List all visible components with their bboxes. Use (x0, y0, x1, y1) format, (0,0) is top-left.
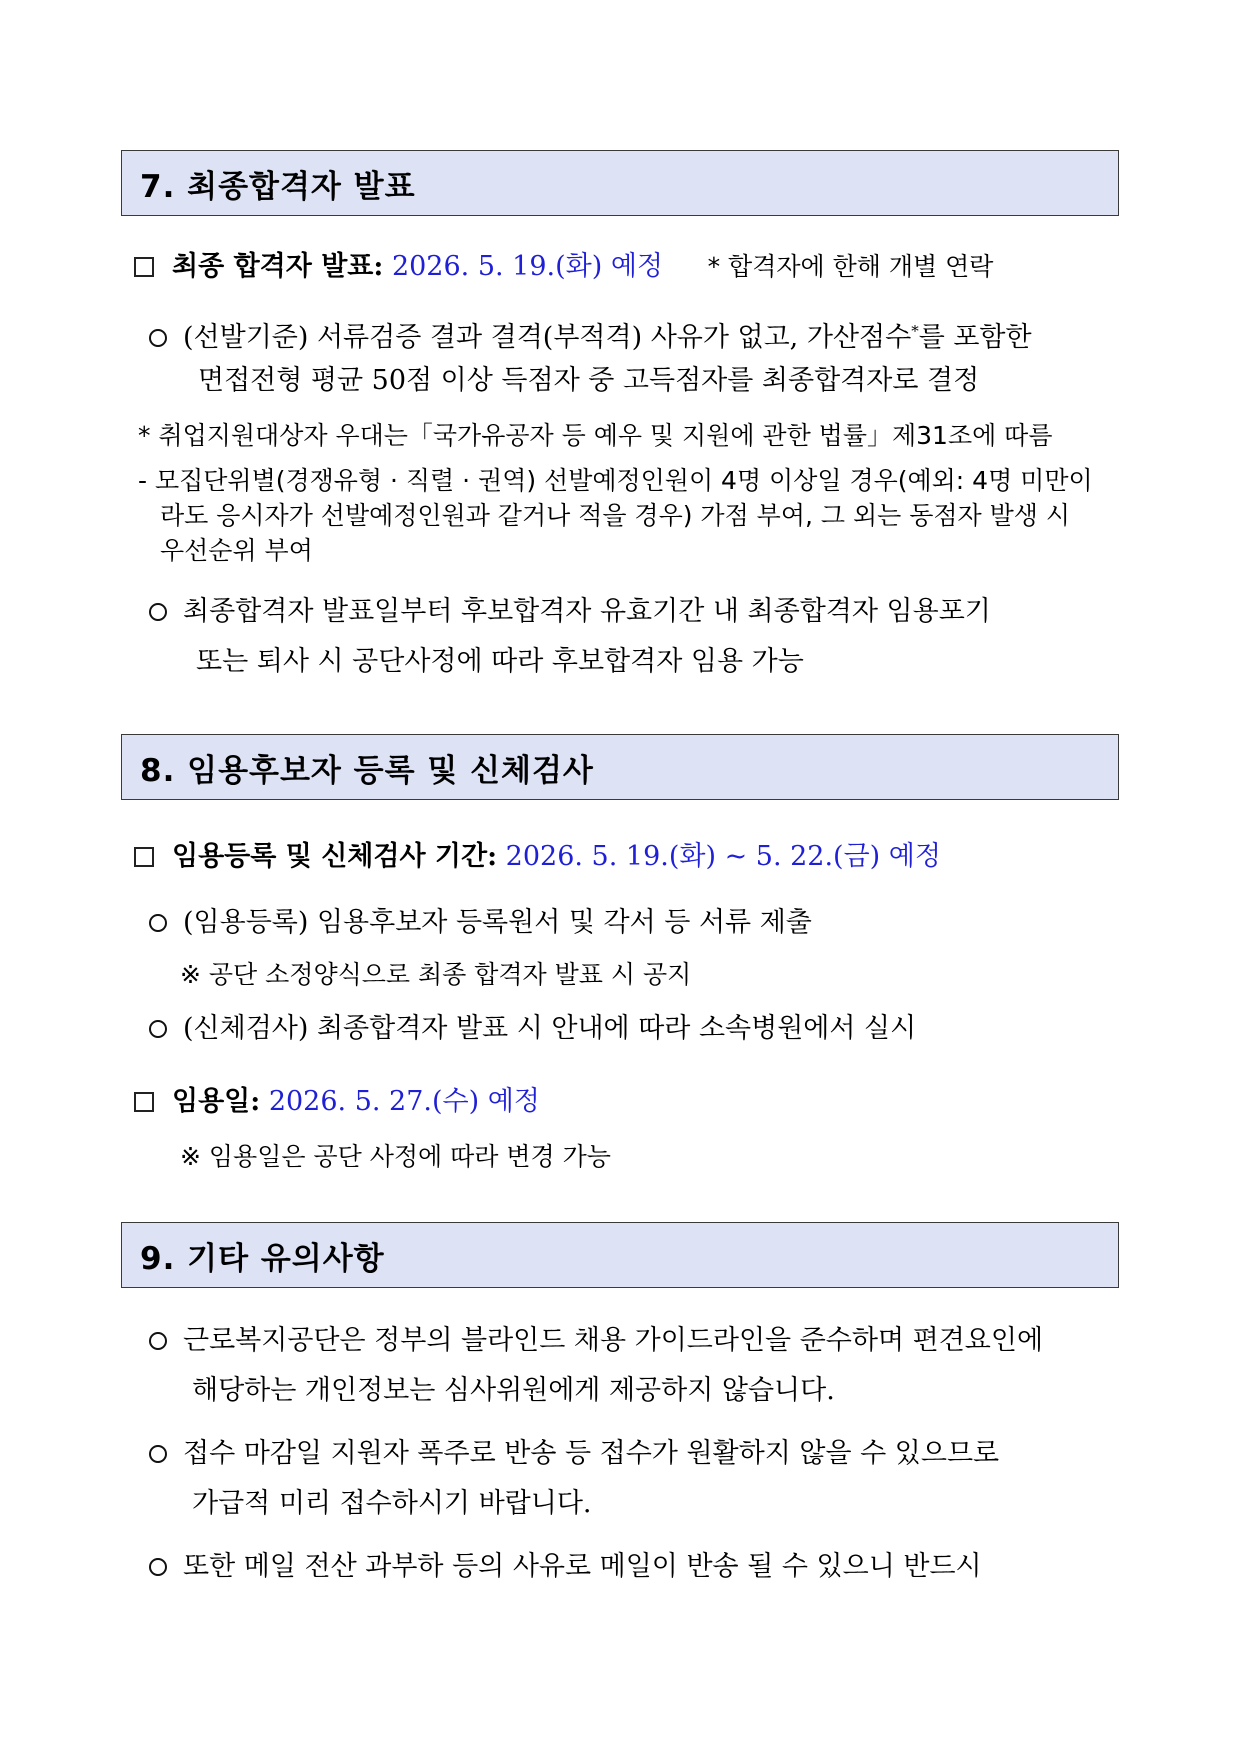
medical-row: (신체검사) 최종합격자 발표 시 안내에 따라 소속병원에서 실시 (149, 1012, 916, 1046)
criteria-line-2: 면접전형 평균 50점 이상 득점자 중 고득점자를 최종합격자로 결정 (198, 365, 980, 396)
announce-label: 최종 합격자 발표: (172, 251, 384, 282)
early-submit-line-2: 가급적 미리 접수하시기 바랍니다. (192, 1488, 592, 1519)
footnote-veterans: * 취업지원대상자 우대는「국가유공자 등 예우 및 지원에 관한 법률」제31조에 따름 (138, 421, 1053, 450)
announce-date: 2026. 5. 19.(화) 예정 (391, 251, 663, 282)
registration-row: (임용등록) 임용후보자 등록원서 및 각서 등 서류 제출 (149, 906, 812, 940)
section-8-header: 8. 임용후보자 등록 및 신체검사 (121, 734, 1119, 800)
registration-note: ※ 공단 소정양식으로 최종 합격자 발표 시 공지 (180, 960, 692, 989)
bullet-circle-icon (149, 603, 167, 621)
substitute-line-1: 최종합격자 발표일부터 후보합격자 유효기간 내 최종합격자 임용포기 (149, 595, 991, 629)
footnote-bonus-line-1: - 모집단위별(경쟁유형 · 직렬 · 권역) 선발예정인원이 4명 이상일 경우(예외: 4명 미만이 (138, 466, 1093, 495)
section-7-header: 7. 최종합격자 발표 (121, 150, 1119, 216)
section-9-header: 9. 기타 유의사항 (121, 1222, 1119, 1288)
bullet-circle-icon (149, 1020, 167, 1038)
period-date: 2026. 5. 19.(화) ~ 5. 22.(금) 예정 (505, 841, 941, 872)
mail-bounce-line-1: 또한 메일 전산 과부하 등의 사유로 메일이 반송 될 수 있으니 반드시 (149, 1550, 982, 1584)
appoint-note: ※ 임용일은 공단 사정에 따라 변경 가능 (180, 1142, 611, 1171)
early-submit-line-1: 접수 마감일 지원자 폭주로 반송 등 접수가 원활하지 않을 수 있으므로 (149, 1437, 999, 1471)
announce-row (134, 250, 993, 284)
checkbox-square-icon (134, 257, 154, 277)
bullet-circle-icon (149, 1445, 167, 1463)
blind-hiring-line-1: 근로복지공단은 정부의 블라인드 채용 가이드라인을 준수하며 편견요인에 (149, 1324, 1043, 1358)
checkbox-square-icon (134, 847, 154, 867)
substitute-line-2: 또는 퇴사 시 공단사정에 따라 후보합격자 임용 가능 (196, 646, 804, 677)
checkbox-square-icon (134, 1092, 154, 1112)
bullet-circle-icon (149, 1332, 167, 1350)
appoint-label: 임용일: (172, 1086, 261, 1117)
bullet-circle-icon (149, 329, 167, 347)
announce-note: * 합격자에 한해 개별 연락 (707, 252, 994, 281)
criteria-line-1: (선발기준) 서류검증 결과 결격(부적격) 사유가 없고, 가산점수*를 포함한 (149, 314, 1117, 355)
footnote-bonus-line-2: 라도 응시자가 선발예정인원과 같거나 적을 경우) 가점 부여, 그 외는 동점자 발생 시 (160, 501, 1071, 530)
bullet-circle-icon (149, 914, 167, 932)
appoint-date: 2026. 5. 27.(수) 예정 (268, 1086, 540, 1117)
footnote-bonus-line-3: 우선순위 부여 (160, 536, 313, 565)
period-label: 임용등록 및 신체검사 기간: (172, 841, 498, 872)
appoint-row (134, 1085, 540, 1119)
period-row (134, 840, 941, 874)
blind-hiring-line-2: 해당하는 개인정보는 심사위원에게 제공하지 않습니다. (192, 1375, 835, 1406)
bullet-circle-icon (149, 1558, 167, 1576)
